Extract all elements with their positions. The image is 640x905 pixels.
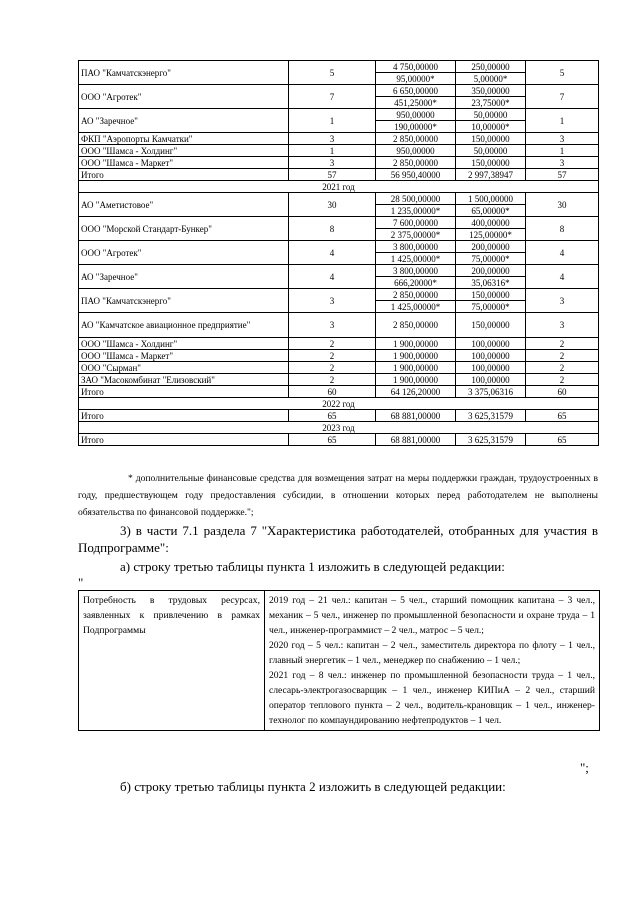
amount-cofinancing: 100,00000 xyxy=(456,374,526,386)
employer-name: АО "Камчатское авиационное предприятие" xyxy=(79,313,289,338)
employee-count: 2 xyxy=(289,362,376,374)
table-row xyxy=(79,85,599,97)
employer-name: ООО "Агротек" xyxy=(79,241,289,265)
amount-cofinancing: 150,00000 xyxy=(456,157,526,169)
employee-count: 65 xyxy=(289,410,376,422)
employer-name: Итого xyxy=(79,410,289,422)
amount-cofinancing: 400,00000 xyxy=(456,217,526,229)
amount-cofinancing: 3 375,06316 xyxy=(456,386,526,398)
amount-cofinancing: 65,00000* xyxy=(456,205,526,217)
table-row xyxy=(79,313,599,338)
total-count: 3 xyxy=(526,157,599,169)
amount-regional: 28 500,00000 xyxy=(376,193,456,205)
employee-count: 4 xyxy=(289,241,376,265)
total-count: 65 xyxy=(526,410,599,422)
table-row xyxy=(79,133,599,145)
amount-cofinancing: 23,75000* xyxy=(456,97,526,109)
table-row xyxy=(79,145,599,157)
total-count: 30 xyxy=(526,193,599,217)
employee-count: 60 xyxy=(289,386,376,398)
amount-cofinancing: 3 625,31579 xyxy=(456,434,526,446)
table-row xyxy=(79,217,599,229)
year-row xyxy=(79,422,599,434)
employee-count: 7 xyxy=(289,85,376,109)
amount-regional: 4 750,00000 xyxy=(376,61,456,73)
total-count: 3 xyxy=(526,133,599,145)
year-row xyxy=(79,398,599,410)
amount-cofinancing: 10,00000* xyxy=(456,121,526,133)
amount-cofinancing: 250,00000 xyxy=(456,61,526,73)
amount-cofinancing: 200,00000 xyxy=(456,265,526,277)
amount-regional: 950,00000 xyxy=(376,109,456,121)
employee-count: 3 xyxy=(289,157,376,169)
total-count: 3 xyxy=(526,289,599,313)
employer-name: АО "Аметистовое" xyxy=(79,193,289,217)
total-count: 2 xyxy=(526,362,599,374)
year-label: 2021 год xyxy=(79,181,599,193)
employee-count: 1 xyxy=(289,145,376,157)
amount-regional: 56 950,40000 xyxy=(376,169,456,181)
table-row xyxy=(79,289,599,301)
employee-count: 3 xyxy=(289,133,376,145)
table-row xyxy=(79,410,599,422)
amount-cofinancing: 1 500,00000 xyxy=(456,193,526,205)
needs-2021: 2021 год – 8 чел.: инженер по промышленной безопасности труда – 1 чел., слесарь-электрогазосварщик – 1 чел., инженер КИПиА – 2 чел., старший оператор теплового пункта – 2 чел., водитель-крановщик – 1 чел., инженер-технолог по компаундированию нефтепродуктов – 1 чел. xyxy=(269,670,595,726)
year-label: 2023 год xyxy=(79,422,599,434)
table-row xyxy=(79,157,599,169)
paragraph-b: б) строку третью таблицы пункта 2 изложить в следующей редакции: xyxy=(120,779,506,794)
amount-regional: 2 850,00000 xyxy=(376,157,456,169)
amount-regional: 666,20000* xyxy=(376,277,456,289)
amount-regional: 2 375,00000* xyxy=(376,229,456,241)
amount-cofinancing: 350,00000 xyxy=(456,85,526,97)
employer-name: ООО "Агротек" xyxy=(79,85,289,109)
needs-label: Потребность в трудовых ресурсах, заявленных к привлечению в рамках Подпрограммы xyxy=(79,591,265,731)
table-row xyxy=(79,434,599,446)
amount-regional: 190,00000* xyxy=(376,121,456,133)
subsidy-table xyxy=(78,60,599,446)
employer-name: Итого xyxy=(79,386,289,398)
table-row xyxy=(79,61,599,73)
amount-regional: 2 850,00000 xyxy=(376,133,456,145)
amount-cofinancing: 2 997,38947 xyxy=(456,169,526,181)
amount-regional: 7 600,00000 xyxy=(376,217,456,229)
employee-count: 57 xyxy=(289,169,376,181)
employee-count: 2 xyxy=(289,374,376,386)
table-row xyxy=(79,362,599,374)
employee-count: 5 xyxy=(289,61,376,85)
employer-name: ФКП "Аэропорты Камчатки" xyxy=(79,133,289,145)
total-count: 1 xyxy=(526,109,599,133)
amount-regional: 1 425,00000* xyxy=(376,253,456,265)
total-count: 8 xyxy=(526,217,599,241)
total-count: 2 xyxy=(526,374,599,386)
employee-count: 2 xyxy=(289,338,376,350)
employer-name: АО "Заречное" xyxy=(79,109,289,133)
amount-regional: 1 900,00000 xyxy=(376,362,456,374)
table-row xyxy=(79,193,599,205)
total-count: 7 xyxy=(526,85,599,109)
amount-cofinancing: 75,00000* xyxy=(456,253,526,265)
employer-name: ООО "Шамса - Маркет" xyxy=(79,157,289,169)
total-count: 1 xyxy=(526,145,599,157)
employer-name: АО "Заречное" xyxy=(79,265,289,289)
needs-table xyxy=(78,590,600,731)
needs-details xyxy=(265,591,600,731)
amount-cofinancing: 5,00000* xyxy=(456,73,526,85)
total-count: 2 xyxy=(526,338,599,350)
amount-cofinancing: 100,00000 xyxy=(456,350,526,362)
table-row xyxy=(79,386,599,398)
amount-regional: 1 900,00000 xyxy=(376,350,456,362)
amount-cofinancing: 35,06316* xyxy=(456,277,526,289)
total-count: 65 xyxy=(526,434,599,446)
amount-regional: 95,00000* xyxy=(376,73,456,85)
amount-cofinancing: 150,00000 xyxy=(456,289,526,301)
employee-count: 3 xyxy=(289,313,376,338)
year-row xyxy=(79,181,599,193)
footnote: * дополнительные финансовые средства для возмещения затрат на меры поддержки граждан, трудоустроенных в году, предшествующем году предоставления субсидии, в отношении которых перед работодателем не выполнены обязательства по финансовой поддержке."; xyxy=(78,473,598,518)
table-row xyxy=(79,374,599,386)
amount-regional: 3 800,00000 xyxy=(376,265,456,277)
amount-cofinancing: 100,00000 xyxy=(456,362,526,374)
employer-name: ПАО "Камчатскэнерго" xyxy=(79,289,289,313)
needs-2019: 2019 год – 21 чел.: капитан – 5 чел., старший помощник капитана – 3 чел., механик – 5 чел., инженер по промышленной безопасности и охране труда – 1 чел., инженер-программист – 2 чел., матрос – 5 чел.; xyxy=(269,595,595,636)
total-count: 3 xyxy=(526,313,599,338)
amount-regional: 1 900,00000 xyxy=(376,374,456,386)
total-count: 4 xyxy=(526,241,599,265)
paragraph-a: а) строку третью таблицы пункта 1 изложить в следующей редакции: xyxy=(120,559,505,574)
table-row xyxy=(79,109,599,121)
amount-regional: 1 900,00000 xyxy=(376,338,456,350)
table-row xyxy=(79,350,599,362)
employee-count: 65 xyxy=(289,434,376,446)
needs-row xyxy=(79,591,600,731)
amount-cofinancing: 150,00000 xyxy=(456,313,526,338)
employee-count: 2 xyxy=(289,350,376,362)
year-label: 2022 год xyxy=(79,398,599,410)
employer-name: ООО "Сырман" xyxy=(79,362,289,374)
total-count: 57 xyxy=(526,169,599,181)
employer-name: ЗАО "Масокомбинат "Елизовский" xyxy=(79,374,289,386)
employee-count: 30 xyxy=(289,193,376,217)
amount-regional: 68 881,00000 xyxy=(376,434,456,446)
employee-count: 4 xyxy=(289,265,376,289)
amount-cofinancing: 150,00000 xyxy=(456,133,526,145)
table-row xyxy=(79,338,599,350)
total-count: 60 xyxy=(526,386,599,398)
table-row xyxy=(79,169,599,181)
table-row xyxy=(79,265,599,277)
total-count: 2 xyxy=(526,350,599,362)
total-count: 5 xyxy=(526,61,599,85)
amount-regional: 2 850,00000 xyxy=(376,289,456,301)
amount-cofinancing: 125,00000* xyxy=(456,229,526,241)
amount-regional: 6 650,00000 xyxy=(376,85,456,97)
amount-cofinancing: 100,00000 xyxy=(456,338,526,350)
table-row xyxy=(79,241,599,253)
needs-2020: 2020 год – 5 чел.: капитан – 2 чел., заместитель директора по флоту – 1 чел., главный энергетик – 1 чел., менеджер по снабжению – 1 чел.; xyxy=(269,640,595,666)
close-quote: "; xyxy=(580,760,589,775)
amount-regional: 68 881,00000 xyxy=(376,410,456,422)
employee-count: 3 xyxy=(289,289,376,313)
open-quote: " xyxy=(78,575,84,590)
employer-name: ООО "Морской Стандарт-Бункер" xyxy=(79,217,289,241)
employee-count: 1 xyxy=(289,109,376,133)
amount-cofinancing: 50,00000 xyxy=(456,145,526,157)
amount-cofinancing: 200,00000 xyxy=(456,241,526,253)
employer-name: Итого xyxy=(79,169,289,181)
amount-cofinancing: 50,00000 xyxy=(456,109,526,121)
paragraph-3: 3) в части 7.1 раздела 7 "Характеристика работодателей, отобранных для участия в Подпрограмме": xyxy=(78,523,598,555)
amount-regional: 1 235,00000* xyxy=(376,205,456,217)
amount-regional: 64 126,20000 xyxy=(376,386,456,398)
amount-regional: 2 850,00000 xyxy=(376,313,456,338)
employer-name: ПАО "Камчатскэнерго" xyxy=(79,61,289,85)
amount-regional: 950,00000 xyxy=(376,145,456,157)
amount-cofinancing: 3 625,31579 xyxy=(456,410,526,422)
amount-regional: 451,25000* xyxy=(376,97,456,109)
employer-name: ООО "Шамса - Маркет" xyxy=(79,350,289,362)
employer-name: ООО "Шамса - Холдинг" xyxy=(79,338,289,350)
employer-name: Итого xyxy=(79,434,289,446)
employee-count: 8 xyxy=(289,217,376,241)
amount-regional: 3 800,00000 xyxy=(376,241,456,253)
amount-regional: 1 425,00000* xyxy=(376,301,456,313)
employer-name: ООО "Шамса - Холдинг" xyxy=(79,145,289,157)
amount-cofinancing: 75,00000* xyxy=(456,301,526,313)
total-count: 4 xyxy=(526,265,599,289)
